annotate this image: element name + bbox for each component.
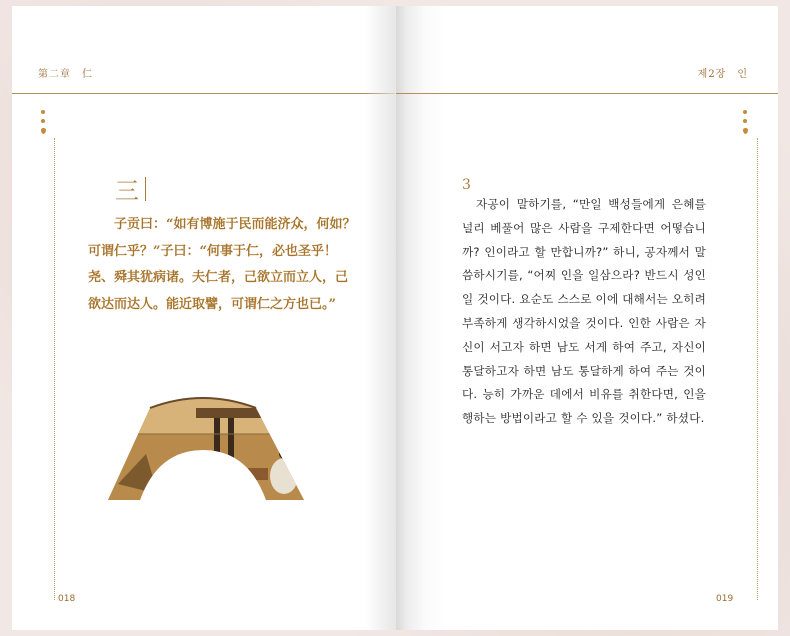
header-rule-right	[396, 93, 778, 94]
ornament-dots-left	[40, 110, 46, 134]
fan-painting-illustration	[98, 394, 308, 504]
running-head-right: 제2장 인	[697, 69, 748, 80]
running-head-left: 第二章 仁	[38, 69, 93, 80]
dotted-margin-line-left	[54, 138, 55, 600]
chinese-text: 子贡曰：“如有博施于民而能济众，何如？可谓仁乎？”子曰：“何事于仁，必也圣乎！尧、舜其犹病诸。夫仁者，己欲立而立人，己欲达而达人。能近取譬，可谓仁之方也已。”	[88, 217, 356, 312]
page-number-right: 019	[716, 594, 734, 604]
section-number-chinese: 三	[115, 171, 146, 206]
header-rule-left	[12, 93, 395, 94]
dotted-margin-line-right	[757, 138, 758, 600]
section-number-korean: 3	[462, 177, 471, 193]
page-number-left: 018	[58, 594, 76, 604]
korean-text: 자공이 말하기를, “만일 백성들에게 은혜를 널리 베풀어 많은 사람을 구제한다면 어떻습니까? 인이라고 할 만합니까?” 하니, 공자께서 말씀하시기를, “어찌 인을 일삼으라? 반드시 성인일 것이다. 요순도 스스로 이에 대해서는 오히려 부족하게 생각하시었을 것이다. 인한 사람은 자신이 서고자 하면 남도 서게 하여 주고, 자신이 통달하고자 하면 남도 통달하게 하여 주는 것이다. 능히 가까운 데에서 비유를 취한다면, 인을 행하는 방법이라고 할 수 있을 것이다.” 하셨다.	[462, 197, 706, 426]
right-page	[396, 6, 778, 630]
left-page	[12, 6, 395, 630]
ornament-dots-right	[742, 110, 748, 134]
